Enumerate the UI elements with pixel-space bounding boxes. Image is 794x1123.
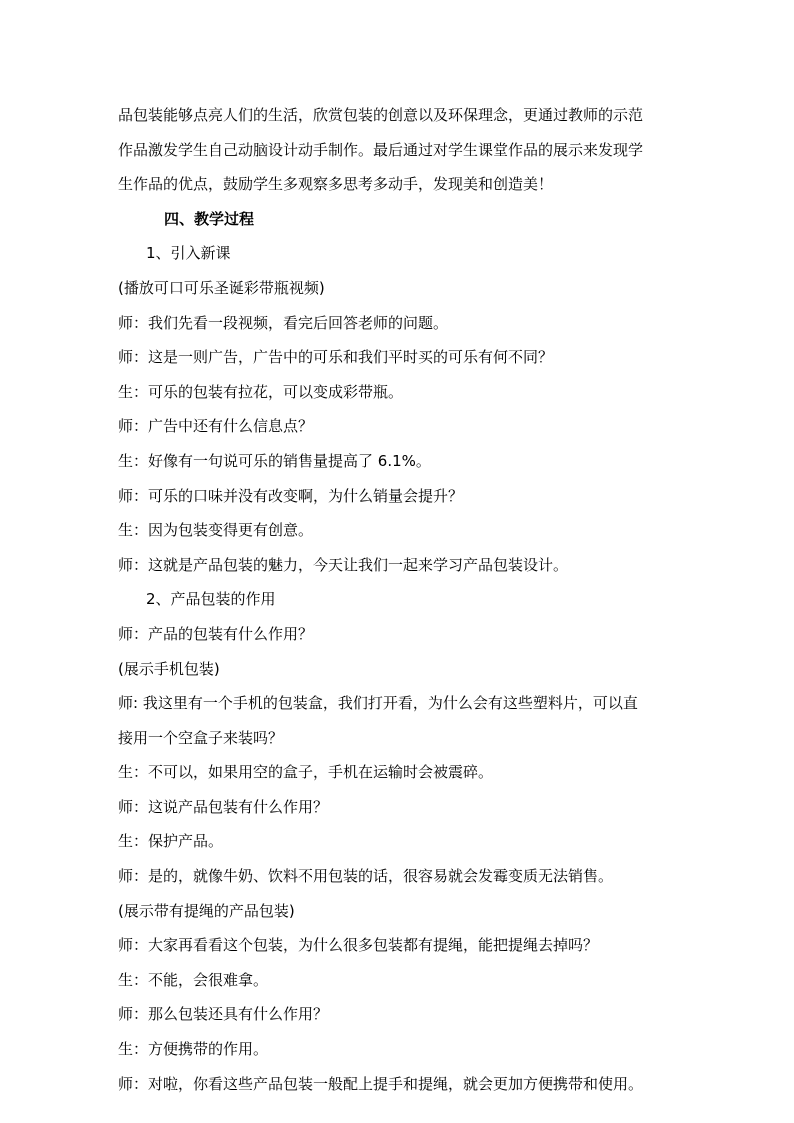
paragraph-line: 品包装能够点亮人们的生活，欣赏包装的创意以及环保理念，更通过教师的示范: [118, 106, 644, 124]
dialogue-line: 师：是的，就像牛奶、饮料不用包装的话，很容易就会发霉变质无法销售。: [118, 867, 614, 886]
dialogue-line: 师：对啦，你看这些产品包装一般配上提手和提绳，就会更加方便携带和使用。: [118, 1074, 644, 1093]
dialogue-line: 师：我们先看一段视频，看完后回答老师的问题。: [118, 313, 449, 332]
paragraph-line: 作品激发学生自己动脑设计动手制作。最后通过对学生课堂作品的展示来发现学: [118, 140, 644, 159]
dialogue-line: 生：不可以，如果用空的盒子，手机在运输时会被震碎。: [118, 763, 494, 782]
dialogue-line: 师：那么包装还具有什么作用？: [118, 1005, 329, 1024]
dialogue-line: 师：这就是产品包装的魅力，今天让我们一起来学习产品包装设计。: [118, 555, 569, 574]
dialogue-line: 师: 我这里有一个手机的包装盒，我们打开看，为什么会有这些塑料片，可以直: [118, 694, 638, 713]
subsection-heading: 2、产品包装的作用: [146, 590, 276, 609]
dialogue-line: 师：这说产品包装有什么作用？: [118, 797, 329, 816]
dialogue-line: 师：这是一则广告，广告中的可乐和我们平时买的可乐有何不同？: [118, 348, 554, 367]
stage-direction: (展示手机包装): [118, 659, 220, 678]
dialogue-line: 生：可乐的包装有拉花，可以变成彩带瓶。: [118, 382, 404, 401]
subsection-heading: 1、引入新课: [146, 244, 231, 263]
dialogue-line: 师：大家再看看这个包装，为什么很多包装都有提绳，能把提绳去掉吗？: [118, 936, 599, 955]
dialogue-line: 生：不能，会很难拿。: [118, 970, 269, 989]
stage-direction: (播放可口可乐圣诞彩带瓶视频): [118, 278, 325, 297]
document-body: [118, 98, 678, 1101]
dialogue-line: 生：好像有一句说可乐的销售量提高了 6.1%。: [118, 451, 431, 470]
dialogue-line: 师：广告中还有什么信息点？: [118, 417, 314, 436]
section-heading: 四、教学过程: [164, 209, 255, 228]
dialogue-line: 师：可乐的口味并没有改变啊，为什么销量会提升？: [118, 486, 464, 505]
dialogue-line: 生：保护产品。: [118, 832, 224, 851]
dialogue-line-continued: 接用一个空盒子来装吗？: [118, 728, 284, 747]
stage-direction: (展示带有提绳的产品包装): [118, 901, 295, 920]
paragraph-line: 生作品的优点，鼓励学生多观察多思考多动手，发现美和创造美！: [118, 175, 554, 194]
dialogue-line: 师：产品的包装有什么作用？: [118, 624, 314, 643]
dialogue-line: 生：因为包装变得更有创意。: [118, 521, 314, 540]
dialogue-line: 生：方便携带的作用。: [118, 1040, 269, 1059]
